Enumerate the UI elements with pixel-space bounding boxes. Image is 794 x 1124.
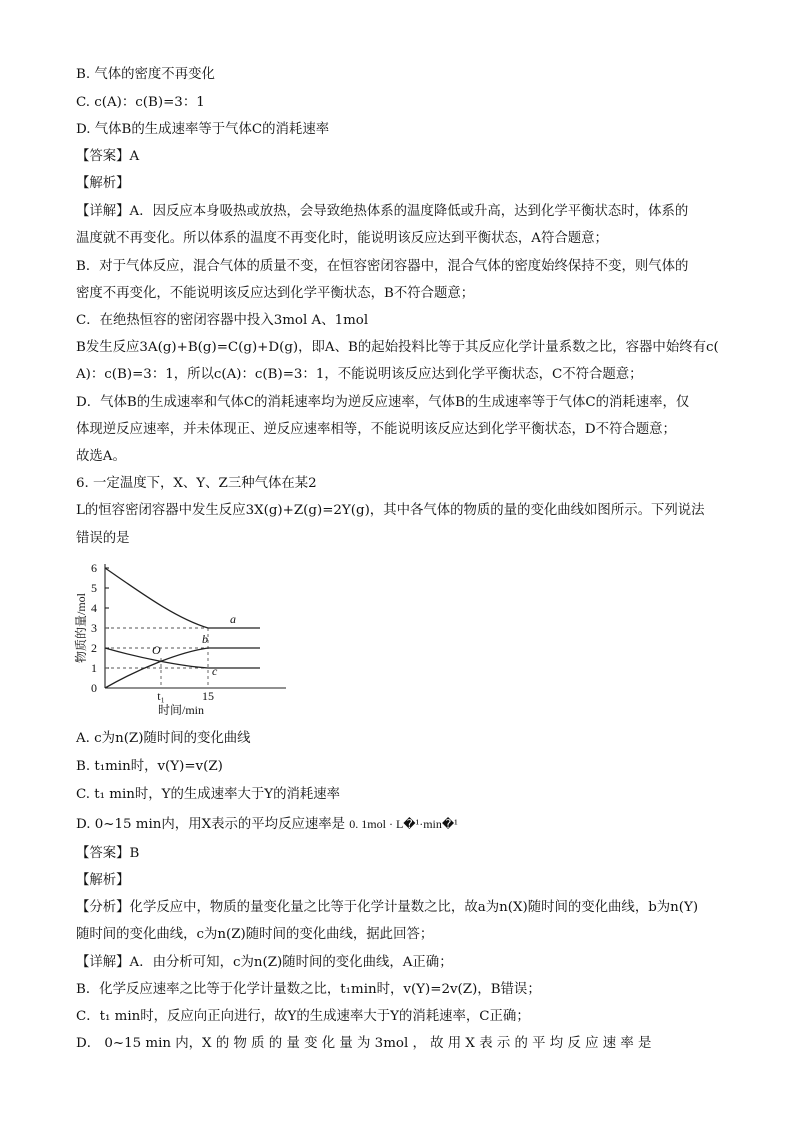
detail-d-line-1: D．气体B的生成速率和气体C的消耗速率均为逆反应速率，气体B的生成速率等于气体C的消耗速率，仅	[76, 395, 690, 410]
detail-c-line-1: C．在绝热恒容的密闭容器中投入3mol A、1mol	[76, 313, 369, 328]
detail-a-line-1: 【详解】A．因反应本身吸热或放热，会导致绝热体系的温度降低或升高，达到化学平衡状态时，体系的	[76, 204, 689, 219]
x-tick-t1: t₁	[157, 689, 165, 703]
detail-b-line-1: B．对于气体反应，混合气体的质量不变，在恒容密闭容器中，混合气体的密度始终保持不变，则气体的	[76, 259, 689, 274]
y-axis-label: 物质的量/mol	[74, 592, 88, 664]
curve-c-label: c	[212, 664, 218, 678]
y-tick-0: 0	[91, 681, 97, 695]
option-c-6: C. t₁ min时，Y的生成速率大于Y的消耗速率	[76, 787, 341, 802]
analysis-6-line-1: 【分析】化学反应中，物质的量变化量之比等于化学计量数之比，故a为n(X)随时间的变化曲线，b为n(Y)	[76, 900, 699, 915]
y-tick-1: 1	[91, 661, 97, 675]
y-tick-2: 2	[91, 641, 97, 655]
amount-time-graph	[74, 560, 280, 720]
curve-a-label: a	[230, 612, 236, 626]
question-6-line-2: L的恒容密闭容器中发生反应3X(g)+Z(g)=2Y(g)，其中各气体的物质的量的变化曲线如图所示。下列说法	[76, 503, 705, 518]
x-axis-label: 时间/min	[157, 703, 205, 717]
detail-d-line-2: 体现逆反应速率，并未体现正、逆反应速率相等，不能说明该反应达到化学平衡状态，D不符合题意；	[76, 422, 676, 437]
analysis-heading: 【解析】	[76, 176, 130, 191]
detail-c-line-2: B发生反应3A(g)+B(g)=C(g)+D(g)，即A、B的起始投料比等于其反应化学计量系数之比，容器中始终有c(	[76, 340, 719, 355]
option-d: D. 气体B的生成速率等于气体C的消耗速率	[76, 122, 330, 137]
detail-b-line-2: 密度不再变化，不能说明该反应达到化学平衡状态，B不符合题意；	[76, 286, 475, 301]
curve-a	[105, 568, 260, 628]
option-d-6-text: D. 0~15 min内，用X表示的平均反应速率是	[76, 817, 346, 832]
y-tick-6: 6	[91, 561, 97, 575]
curve-c	[105, 648, 260, 668]
detail-6-d: D． 0~15 min 内，X 的 物 质 的 量 变 化 量 为 3mol ， 故 用 X 表 示 的 平 均 反 应 速 率 是	[76, 1036, 652, 1051]
option-d-6-formula: 0. 1mol · L�¹·min�¹	[349, 817, 458, 831]
detail-c-line-3: A)：c(B)=3：1，所以c(A)：c(B)=3：1，不能说明该反应达到化学平衡状态，C不符合题意；	[76, 367, 643, 382]
curve-b-label: b	[202, 632, 208, 646]
conclusion-line: 故选A。	[76, 449, 126, 464]
option-b: B. 气体的密度不再变化	[76, 67, 215, 82]
answer-line-6: 【答案】B	[76, 846, 140, 861]
detail-6-c: C．t₁ min时，反应向正向进行，故Y的生成速率大于Y的消耗速率，C正确；	[76, 1009, 530, 1024]
option-a-6: A. c为n(Z)随时间的变化曲线	[76, 731, 251, 746]
detail-6-a: 【详解】A．由分析可知，c为n(Z)随时间的变化曲线，A正确；	[76, 955, 453, 970]
option-c: C. c(A)：c(B)=3：1	[76, 95, 205, 110]
detail-6-b: B．化学反应速率之比等于化学计量数之比，t₁min时，v(Y)=2v(Z)，B错误；	[76, 982, 541, 997]
detail-a-line-2: 温度就不再变化。所以体系的温度不再变化时，能说明该反应达到平衡状态，A符合题意；	[76, 231, 608, 246]
option-b-6: B. t₁min时，v(Y)=v(Z)	[76, 759, 223, 774]
y-tick-3: 3	[91, 621, 97, 635]
option-d-6	[76, 815, 458, 834]
y-tick-4: 4	[91, 601, 97, 615]
question-6-line-3: 错误的是	[76, 531, 130, 546]
analysis-heading-6: 【解析】	[76, 873, 130, 888]
intersection-label: O	[152, 643, 161, 657]
analysis-6-line-2: 随时间的变化曲线，c为n(Z)随时间的变化曲线，据此回答；	[76, 927, 434, 942]
question-6-line-1: 6. 一定温度下，X、Y、Z三种气体在某2	[76, 476, 317, 491]
answer-line: 【答案】A	[76, 149, 140, 164]
x-tick-15: 15	[202, 689, 214, 703]
y-tick-5: 5	[91, 581, 97, 595]
